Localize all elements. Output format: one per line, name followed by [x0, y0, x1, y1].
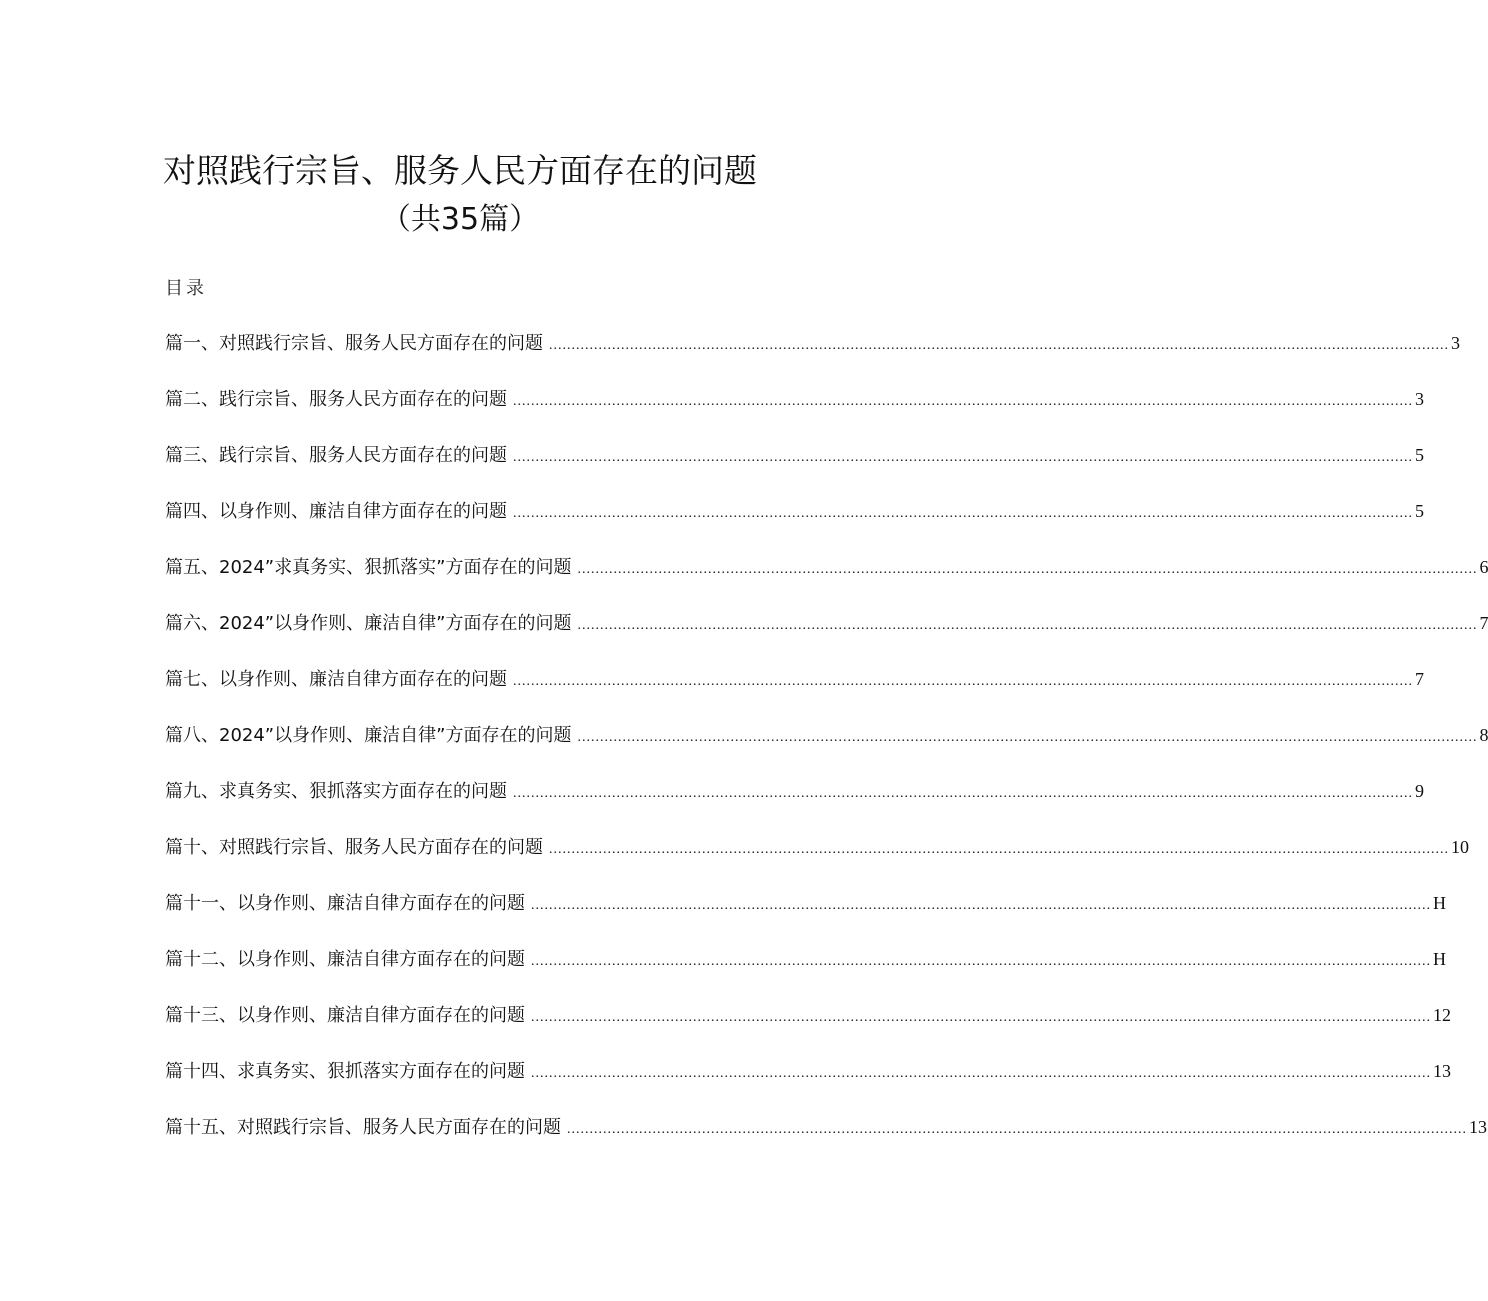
toc-dot-leader: ........................................................................................................................................................................................................	[549, 842, 1449, 857]
toc-entry[interactable]	[165, 775, 1424, 831]
toc-entry-page-number: 6	[1479, 557, 1488, 577]
toc-entry-page-number: 5	[1415, 501, 1424, 521]
toc-entry-page-number: 7	[1415, 669, 1424, 689]
toc-entry-label: 篇十二、以身作则、廉洁自律方面存在的问题	[165, 949, 525, 970]
toc-dot-leader: ........................................................................................................................................................................................................	[513, 674, 1413, 689]
document-subtitle: （共35篇）	[380, 202, 540, 237]
toc-entry[interactable]	[165, 999, 1451, 1055]
toc-entry-label: 篇五、2024”求真务实、狠抓落实”方面存在的问题	[165, 557, 572, 578]
toc-entry-page-number: 13	[1469, 1117, 1487, 1137]
toc-dot-leader: ........................................................................................................................................................................................................	[577, 618, 1478, 633]
toc-entry-label: 篇九、求真务实、狠抓落实方面存在的问题	[165, 781, 507, 802]
toc-dot-leader: ........................................................................................................................................................................................................	[531, 898, 1431, 913]
toc-dot-leader: ........................................................................................................................................................................................................	[531, 1010, 1431, 1025]
table-of-contents	[165, 327, 1488, 1167]
toc-entry[interactable]	[165, 663, 1424, 719]
toc-entry[interactable]	[165, 495, 1424, 551]
toc-dot-leader: ........................................................................................................................................................................................................	[567, 1122, 1467, 1137]
toc-entry[interactable]	[165, 1055, 1451, 1111]
toc-entry-label: 篇三、践行宗旨、服务人民方面存在的问题	[165, 445, 507, 466]
toc-dot-leader: ........................................................................................................................................................................................................	[549, 338, 1449, 353]
toc-entry[interactable]	[165, 439, 1424, 495]
toc-entry-label: 篇十一、以身作则、廉洁自律方面存在的问题	[165, 893, 525, 914]
toc-entry[interactable]	[165, 551, 1488, 607]
toc-entry-page-number: 7	[1479, 613, 1488, 633]
toc-entry-page-number: H	[1433, 893, 1446, 913]
toc-entry[interactable]	[165, 327, 1460, 383]
toc-dot-leader: ........................................................................................................................................................................................................	[531, 954, 1431, 969]
toc-entry-label: 篇十四、求真务实、狠抓落实方面存在的问题	[165, 1061, 525, 1082]
toc-entry-label: 篇四、以身作则、廉洁自律方面存在的问题	[165, 501, 507, 522]
toc-entry-label: 篇六、2024”以身作则、廉洁自律”方面存在的问题	[165, 613, 572, 634]
toc-entry-label: 篇十五、对照践行宗旨、服务人民方面存在的问题	[165, 1117, 561, 1138]
toc-dot-leader: ........................................................................................................................................................................................................	[531, 1066, 1431, 1081]
toc-entry[interactable]	[165, 887, 1446, 943]
toc-entry[interactable]	[165, 719, 1488, 775]
toc-dot-leader: ........................................................................................................................................................................................................	[513, 394, 1413, 409]
toc-entry-page-number: 12	[1433, 1005, 1451, 1025]
toc-entry-label: 篇八、2024”以身作则、廉洁自律”方面存在的问题	[165, 725, 572, 746]
toc-entry-page-number: H	[1433, 949, 1446, 969]
toc-entry[interactable]	[165, 1111, 1487, 1167]
toc-entry-page-number: 5	[1415, 445, 1424, 465]
document-title: 对照践行宗旨、服务人民方面存在的问题	[163, 151, 757, 190]
toc-entry-label: 篇十三、以身作则、廉洁自律方面存在的问题	[165, 1005, 525, 1026]
toc-entry-page-number: 8	[1479, 725, 1488, 745]
toc-dot-leader: ........................................................................................................................................................................................................	[577, 730, 1478, 745]
toc-entry[interactable]	[165, 383, 1424, 439]
toc-dot-leader: ........................................................................................................................................................................................................	[513, 450, 1413, 465]
toc-entry-page-number: 9	[1415, 781, 1424, 801]
toc-entry-label: 篇二、践行宗旨、服务人民方面存在的问题	[165, 389, 507, 410]
toc-entry-page-number: 13	[1433, 1061, 1451, 1081]
toc-entry-page-number: 10	[1451, 837, 1469, 857]
toc-entry[interactable]	[165, 831, 1469, 887]
toc-heading: 目录	[165, 278, 207, 299]
toc-entry-label: 篇一、对照践行宗旨、服务人民方面存在的问题	[165, 333, 543, 354]
toc-entry[interactable]	[165, 607, 1488, 663]
title-block	[0, 146, 920, 242]
toc-entry-page-number: 3	[1451, 333, 1460, 353]
toc-dot-leader: ........................................................................................................................................................................................................	[513, 786, 1413, 801]
toc-entry-page-number: 3	[1415, 389, 1424, 409]
toc-entry-label: 篇七、以身作则、廉洁自律方面存在的问题	[165, 669, 507, 690]
toc-dot-leader: ........................................................................................................................................................................................................	[513, 506, 1413, 521]
toc-entry[interactable]	[165, 943, 1446, 999]
toc-entry-label: 篇十、对照践行宗旨、服务人民方面存在的问题	[165, 837, 543, 858]
toc-dot-leader: ........................................................................................................................................................................................................	[577, 562, 1478, 577]
